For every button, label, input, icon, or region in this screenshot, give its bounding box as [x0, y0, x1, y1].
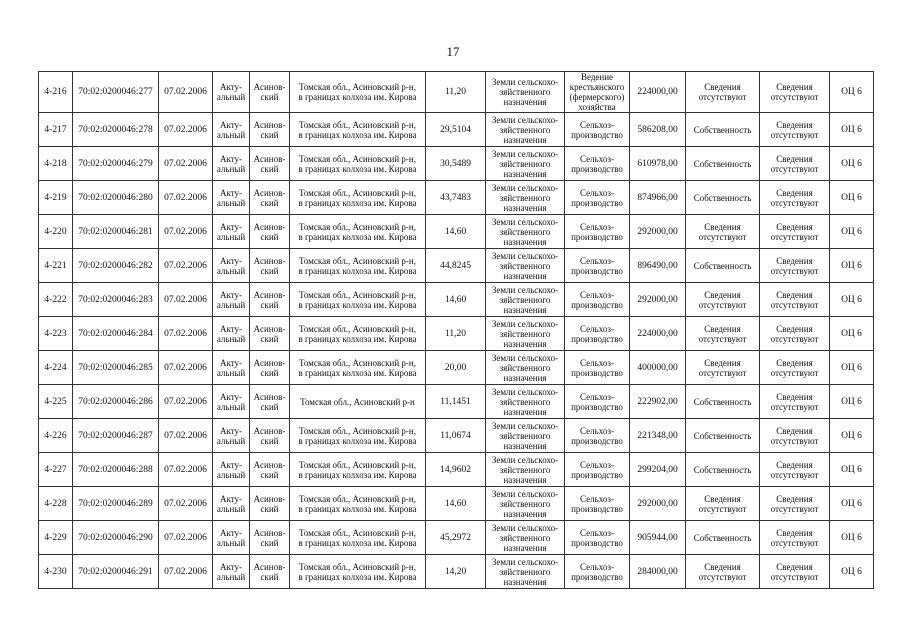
cell-area: 11,20	[426, 72, 486, 113]
cell-address: Томская обл., Асиновский р-н, в границах колхоза им. Кирова	[290, 351, 426, 385]
cell-area: 20,00	[426, 351, 486, 385]
cell-land-category: Земли сельскохо- зяйственного назначения	[486, 351, 565, 385]
cell-district: Асинов- ский	[250, 72, 290, 113]
cell-cadastral-number: 70:02:0200046:279	[73, 147, 159, 181]
cell-cadastral-value: 896490,00	[630, 249, 686, 283]
cell-status: Акту- альный	[213, 113, 250, 147]
table-row	[39, 419, 874, 453]
cell-permitted-use: Сельхоз- производство	[565, 147, 630, 181]
cell-district: Асинов- ский	[250, 317, 290, 351]
cell-row-number: 4-228	[39, 487, 73, 521]
cell-land-category: Земли сельскохо- зяйственного назначения	[486, 147, 565, 181]
cell-right-type: Собственность	[686, 453, 760, 487]
cell-status: Акту- альный	[213, 147, 250, 181]
cell-status: Акту- альный	[213, 453, 250, 487]
cell-oc-code: ОЦ 6	[830, 385, 874, 419]
cell-area: 11,20	[426, 317, 486, 351]
cell-status: Акту- альный	[213, 249, 250, 283]
cell-area: 11,0674	[426, 419, 486, 453]
cell-status: Акту- альный	[213, 317, 250, 351]
table-row	[39, 181, 874, 215]
cell-land-category: Земли сельскохо- зяйственного назначения	[486, 181, 565, 215]
cell-district: Асинов- ский	[250, 453, 290, 487]
cell-address: Томская обл., Асиновский р-н, в границах колхоза им. Кирова	[290, 72, 426, 113]
cell-right-type: Сведения отсутствуют	[686, 72, 760, 113]
cell-oc-code: ОЦ 6	[830, 555, 874, 589]
cell-status: Акту- альный	[213, 419, 250, 453]
cell-area: 11,1451	[426, 385, 486, 419]
cell-row-number: 4-230	[39, 555, 73, 589]
cell-land-category: Земли сельскохо- зяйственного назначения	[486, 317, 565, 351]
cell-oc-code: ОЦ 6	[830, 249, 874, 283]
cell-address: Томская обл., Асиновский р-н, в границах колхоза им. Кирова	[290, 453, 426, 487]
cell-status: Акту- альный	[213, 283, 250, 317]
cell-registration-date: 07.02.2006	[159, 147, 213, 181]
cell-registration-date: 07.02.2006	[159, 419, 213, 453]
cell-land-category: Земли сельскохо- зяйственного назначения	[486, 453, 565, 487]
cell-oc-code: ОЦ 6	[830, 453, 874, 487]
cell-address: Томская обл., Асиновский р-н, в границах колхоза им. Кирова	[290, 283, 426, 317]
cell-cadastral-value: 610978,00	[630, 147, 686, 181]
cell-encumbrance: Сведения отсутствуют	[760, 283, 830, 317]
cell-oc-code: ОЦ 6	[830, 521, 874, 555]
cell-registration-date: 07.02.2006	[159, 453, 213, 487]
cell-status: Акту- альный	[213, 181, 250, 215]
cell-encumbrance: Сведения отсутствуют	[760, 72, 830, 113]
cell-oc-code: ОЦ 6	[830, 351, 874, 385]
cell-cadastral-number: 70:02:0200046:291	[73, 555, 159, 589]
cell-area: 45,2972	[426, 521, 486, 555]
cell-status: Акту- альный	[213, 351, 250, 385]
cell-land-category: Земли сельскохо- зяйственного назначения	[486, 521, 565, 555]
cell-oc-code: ОЦ 6	[830, 283, 874, 317]
cell-cadastral-value: 299204,00	[630, 453, 686, 487]
table-row	[39, 453, 874, 487]
table-row	[39, 215, 874, 249]
table-row	[39, 283, 874, 317]
cell-encumbrance: Сведения отсутствуют	[760, 351, 830, 385]
cell-cadastral-number: 70:02:0200046:284	[73, 317, 159, 351]
table-row	[39, 555, 874, 589]
cell-district: Асинов- ский	[250, 487, 290, 521]
cell-district: Асинов- ский	[250, 555, 290, 589]
cell-oc-code: ОЦ 6	[830, 317, 874, 351]
cell-row-number: 4-222	[39, 283, 73, 317]
cell-land-category: Земли сельскохо- зяйственного назначения	[486, 385, 565, 419]
cell-permitted-use: Ведение крестьянского (фермерского) хозяйства	[565, 72, 630, 113]
cell-encumbrance: Сведения отсутствуют	[760, 453, 830, 487]
cell-permitted-use: Сельхоз- производство	[565, 283, 630, 317]
cell-area: 14,60	[426, 487, 486, 521]
cell-area: 14,60	[426, 215, 486, 249]
cell-address: Томская обл., Асиновский р-н, в границах колхоза им. Кирова	[290, 113, 426, 147]
cell-encumbrance: Сведения отсутствуют	[760, 147, 830, 181]
cell-encumbrance: Сведения отсутствуют	[760, 521, 830, 555]
cell-district: Асинов- ский	[250, 249, 290, 283]
cell-registration-date: 07.02.2006	[159, 249, 213, 283]
table-row	[39, 147, 874, 181]
cell-cadastral-number: 70:02:0200046:280	[73, 181, 159, 215]
cell-land-category: Земли сельскохо- зяйственного назначения	[486, 419, 565, 453]
cell-address: Томская обл., Асиновский р-н, в границах колхоза им. Кирова	[290, 521, 426, 555]
cell-right-type: Собственность	[686, 113, 760, 147]
cell-right-type: Собственность	[686, 419, 760, 453]
cell-cadastral-number: 70:02:0200046:283	[73, 283, 159, 317]
table-row	[39, 521, 874, 555]
cell-oc-code: ОЦ 6	[830, 113, 874, 147]
cell-land-category: Земли сельскохо- зяйственного назначения	[486, 487, 565, 521]
cell-row-number: 4-220	[39, 215, 73, 249]
cell-registration-date: 07.02.2006	[159, 351, 213, 385]
cell-area: 14,9602	[426, 453, 486, 487]
cell-oc-code: ОЦ 6	[830, 147, 874, 181]
cell-cadastral-number: 70:02:0200046:278	[73, 113, 159, 147]
cell-cadastral-value: 292000,00	[630, 283, 686, 317]
cell-row-number: 4-217	[39, 113, 73, 147]
cell-right-type: Сведения отсутствуют	[686, 351, 760, 385]
cell-right-type: Собственность	[686, 249, 760, 283]
cell-encumbrance: Сведения отсутствуют	[760, 487, 830, 521]
cell-cadastral-number: 70:02:0200046:282	[73, 249, 159, 283]
cell-registration-date: 07.02.2006	[159, 181, 213, 215]
cell-area: 30,5489	[426, 147, 486, 181]
table-row	[39, 487, 874, 521]
cell-district: Асинов- ский	[250, 521, 290, 555]
cell-right-type: Собственность	[686, 147, 760, 181]
cell-area: 14,60	[426, 283, 486, 317]
cell-land-category: Земли сельскохо- зяйственного назначения	[486, 113, 565, 147]
cell-cadastral-value: 224000,00	[630, 72, 686, 113]
cell-row-number: 4-223	[39, 317, 73, 351]
cell-cadastral-number: 70:02:0200046:289	[73, 487, 159, 521]
cell-cadastral-value: 221348,00	[630, 419, 686, 453]
table-row	[39, 317, 874, 351]
cell-status: Акту- альный	[213, 385, 250, 419]
cell-cadastral-value: 292000,00	[630, 215, 686, 249]
cell-address: Томская обл., Асиновский р-н, в границах колхоза им. Кирова	[290, 419, 426, 453]
cell-address: Томская обл., Асиновский р-н, в границах колхоза им. Кирова	[290, 181, 426, 215]
cell-cadastral-value: 292000,00	[630, 487, 686, 521]
cell-registration-date: 07.02.2006	[159, 555, 213, 589]
cell-land-category: Земли сельскохо- зяйственного назначения	[486, 249, 565, 283]
cell-registration-date: 07.02.2006	[159, 215, 213, 249]
cell-cadastral-number: 70:02:0200046:285	[73, 351, 159, 385]
cell-right-type: Сведения отсутствуют	[686, 317, 760, 351]
cell-encumbrance: Сведения отсутствуют	[760, 181, 830, 215]
cell-address: Томская обл., Асиновский р-н, в границах колхоза им. Кирова	[290, 555, 426, 589]
cell-area: 43,7483	[426, 181, 486, 215]
cell-area: 14,20	[426, 555, 486, 589]
land-registry-table	[38, 71, 874, 589]
cell-permitted-use: Сельхоз- производство	[565, 249, 630, 283]
cell-permitted-use: Сельхоз- производство	[565, 385, 630, 419]
cell-encumbrance: Сведения отсутствуют	[760, 419, 830, 453]
cell-land-category: Земли сельскохо- зяйственного назначения	[486, 215, 565, 249]
cell-cadastral-number: 70:02:0200046:286	[73, 385, 159, 419]
cell-status: Акту- альный	[213, 72, 250, 113]
cell-status: Акту- альный	[213, 487, 250, 521]
cell-right-type: Собственность	[686, 521, 760, 555]
cell-row-number: 4-224	[39, 351, 73, 385]
cell-address: Томская обл., Асиновский р-н, в границах колхоза им. Кирова	[290, 487, 426, 521]
cell-encumbrance: Сведения отсутствуют	[760, 555, 830, 589]
cell-district: Асинов- ский	[250, 419, 290, 453]
cell-right-type: Сведения отсутствуют	[686, 215, 760, 249]
cell-address: Томская обл., Асиновский р-н, в границах колхоза им. Кирова	[290, 215, 426, 249]
cell-right-type: Сведения отсутствуют	[686, 283, 760, 317]
cell-permitted-use: Сельхоз- производство	[565, 113, 630, 147]
cell-oc-code: ОЦ 6	[830, 487, 874, 521]
table-row	[39, 113, 874, 147]
cell-address: Томская обл., Асиновский р-н, в границах колхоза им. Кирова	[290, 249, 426, 283]
cell-cadastral-value: 874966,00	[630, 181, 686, 215]
cell-permitted-use: Сельхоз- производство	[565, 521, 630, 555]
cell-row-number: 4-221	[39, 249, 73, 283]
cell-address: Томская обл., Асиновский р-н	[290, 385, 426, 419]
cell-status: Акту- альный	[213, 555, 250, 589]
cell-land-category: Земли сельскохо- зяйственного назначения	[486, 555, 565, 589]
cell-row-number: 4-219	[39, 181, 73, 215]
table-row	[39, 351, 874, 385]
cell-right-type: Сведения отсутствуют	[686, 487, 760, 521]
cell-status: Акту- альный	[213, 521, 250, 555]
page-number: 17	[446, 44, 460, 59]
cell-encumbrance: Сведения отсутствуют	[760, 215, 830, 249]
cell-permitted-use: Сельхоз- производство	[565, 419, 630, 453]
cell-cadastral-number: 70:02:0200046:288	[73, 453, 159, 487]
cell-area: 44,8245	[426, 249, 486, 283]
cell-district: Асинов- ский	[250, 351, 290, 385]
cell-registration-date: 07.02.2006	[159, 521, 213, 555]
cell-registration-date: 07.02.2006	[159, 385, 213, 419]
cell-district: Асинов- ский	[250, 181, 290, 215]
cell-district: Асинов- ский	[250, 385, 290, 419]
cell-cadastral-number: 70:02:0200046:277	[73, 72, 159, 113]
cell-registration-date: 07.02.2006	[159, 487, 213, 521]
cell-cadastral-value: 586208,00	[630, 113, 686, 147]
cell-cadastral-value: 400000,00	[630, 351, 686, 385]
cell-cadastral-value: 905944,00	[630, 521, 686, 555]
cell-row-number: 4-225	[39, 385, 73, 419]
cell-row-number: 4-216	[39, 72, 73, 113]
cell-registration-date: 07.02.2006	[159, 317, 213, 351]
cell-cadastral-number: 70:02:0200046:287	[73, 419, 159, 453]
cell-permitted-use: Сельхоз- производство	[565, 555, 630, 589]
table-row	[39, 385, 874, 419]
cell-district: Асинов- ский	[250, 215, 290, 249]
cell-encumbrance: Сведения отсутствуют	[760, 113, 830, 147]
cell-right-type: Собственность	[686, 385, 760, 419]
cell-cadastral-value: 284000,00	[630, 555, 686, 589]
cell-registration-date: 07.02.2006	[159, 113, 213, 147]
cell-right-type: Сведения отсутствуют	[686, 555, 760, 589]
cell-row-number: 4-226	[39, 419, 73, 453]
cell-district: Асинов- ский	[250, 113, 290, 147]
cell-oc-code: ОЦ 6	[830, 215, 874, 249]
cell-oc-code: ОЦ 6	[830, 181, 874, 215]
cell-cadastral-value: 224000,00	[630, 317, 686, 351]
cell-row-number: 4-218	[39, 147, 73, 181]
cell-row-number: 4-227	[39, 453, 73, 487]
table-row	[39, 72, 874, 113]
cell-address: Томская обл., Асиновский р-н, в границах колхоза им. Кирова	[290, 147, 426, 181]
cell-oc-code: ОЦ 6	[830, 72, 874, 113]
cell-cadastral-number: 70:02:0200046:281	[73, 215, 159, 249]
cell-permitted-use: Сельхоз- производство	[565, 181, 630, 215]
cell-area: 29,5104	[426, 113, 486, 147]
cell-address: Томская обл., Асиновский р-н, в границах колхоза им. Кирова	[290, 317, 426, 351]
cell-permitted-use: Сельхоз- производство	[565, 453, 630, 487]
cell-row-number: 4-229	[39, 521, 73, 555]
cell-oc-code: ОЦ 6	[830, 419, 874, 453]
cell-permitted-use: Сельхоз- производство	[565, 215, 630, 249]
cell-status: Акту- альный	[213, 215, 250, 249]
cell-land-category: Земли сельскохо- зяйственного назначения	[486, 72, 565, 113]
cell-registration-date: 07.02.2006	[159, 283, 213, 317]
cell-land-category: Земли сельскохо- зяйственного назначения	[486, 283, 565, 317]
cell-encumbrance: Сведения отсутствуют	[760, 249, 830, 283]
cell-right-type: Собственность	[686, 181, 760, 215]
table-row	[39, 249, 874, 283]
cell-district: Асинов- ский	[250, 283, 290, 317]
cell-permitted-use: Сельхоз- производство	[565, 317, 630, 351]
cell-encumbrance: Сведения отсутствуют	[760, 317, 830, 351]
cell-district: Асинов- ский	[250, 147, 290, 181]
cell-cadastral-number: 70:02:0200046:290	[73, 521, 159, 555]
cell-cadastral-value: 222902,00	[630, 385, 686, 419]
cell-permitted-use: Сельхоз- производство	[565, 351, 630, 385]
cell-registration-date: 07.02.2006	[159, 72, 213, 113]
cell-encumbrance: Сведения отсутствуют	[760, 385, 830, 419]
cell-permitted-use: Сельхоз- производство	[565, 487, 630, 521]
